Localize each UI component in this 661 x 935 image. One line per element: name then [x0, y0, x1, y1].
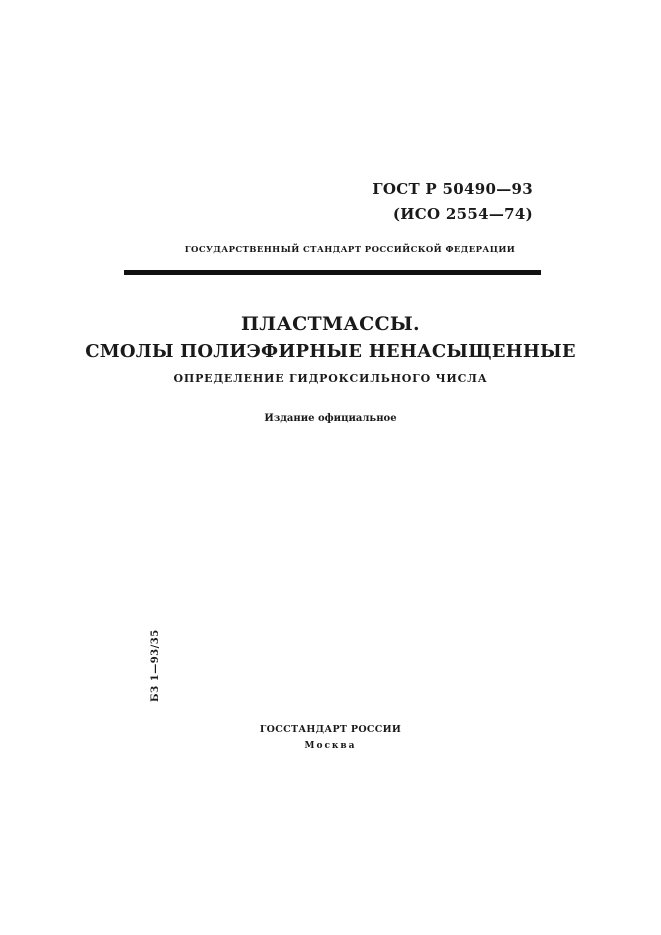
header-rule	[124, 270, 541, 275]
edition-label: Издание официальное	[264, 413, 397, 424]
iso-number: (ИСО 2554—74)	[392, 205, 533, 223]
publisher: ГОССТАНДАРТ РОССИИ	[259, 724, 402, 735]
org-header: ГОСУДАРСТВЕННЫЙ СТАНДАРТ РОССИЙСКОЙ ФЕДЕРАЦИИ	[184, 245, 516, 255]
standard-number: ГОСТ Р 50490—93	[372, 180, 533, 198]
title-line-2: СМОЛЫ ПОЛИЭФИРНЫЕ НЕНАСЫЩЕННЫЕ	[85, 341, 576, 362]
title-line-1: ПЛАСТМАССЫ.	[241, 313, 420, 335]
side-code: БЗ 1—93/35	[150, 629, 161, 702]
subtitle: ОПРЕДЕЛЕНИЕ ГИДРОКСИЛЬНОГО ЧИСЛА	[173, 372, 488, 385]
city: Москва	[304, 741, 357, 751]
